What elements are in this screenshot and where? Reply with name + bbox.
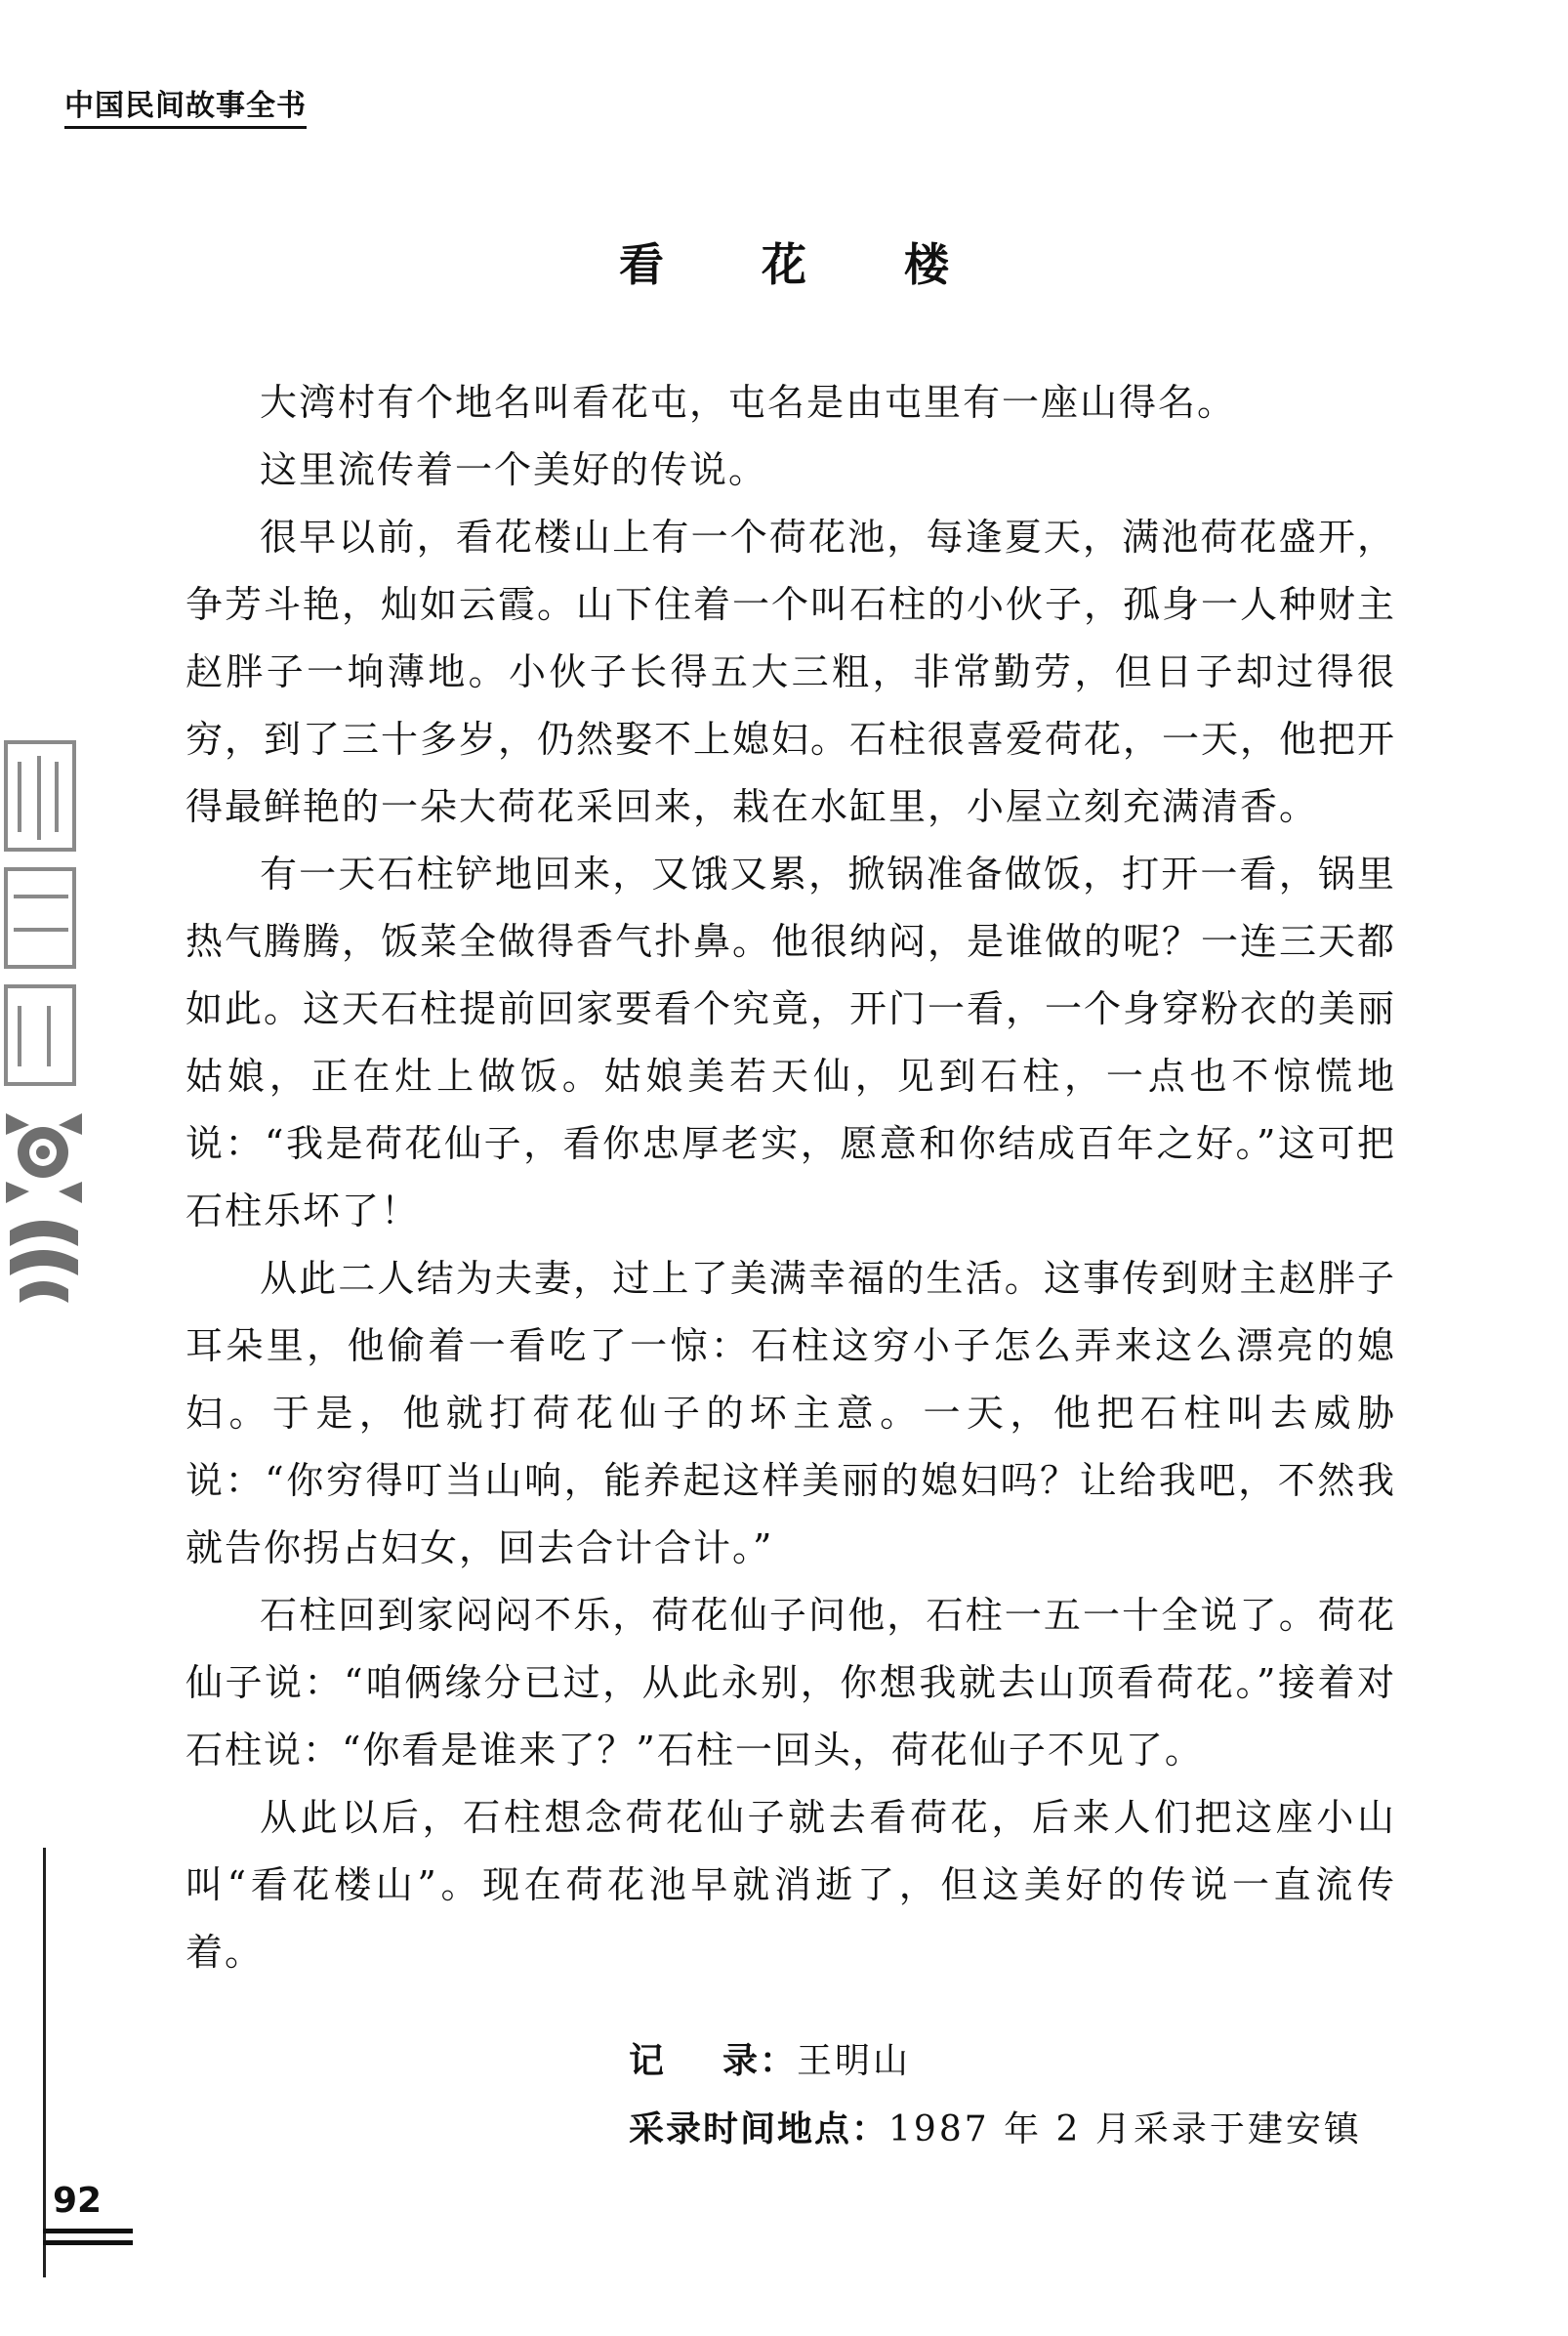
page-rule-bottom <box>43 2240 133 2245</box>
page-rule-top <box>43 2229 133 2233</box>
series-title: 中国民间故事全书 <box>64 90 307 129</box>
story-title: 看 花 楼 <box>618 238 991 291</box>
margin-rule <box>43 1848 46 2277</box>
story-body <box>186 369 1396 1986</box>
time-place-label: 采录时间地点： <box>629 2109 889 2149</box>
paragraph-4: 有一天石柱铲地回来，又饿又累，掀锅准备做饭，打开一看，锅里热气腾腾，饭菜全做得香气扑鼻。他很纳闷，是谁做的呢？一连三天都如此。这天石柱提前回家要看个究竟，开门一看，一个身穿粉衣的美丽姑娘，正在灶上做饭。姑娘美若天仙，见到石柱，一点也不惊慌地说：“我是荷花仙子，看你忠厚老实，愿意和你结成百年之好。”这可把石柱乐坏了！ <box>186 853 1397 1232</box>
paragraph-7: 从此以后，石柱想念荷花仙子就去看荷花，后来人们把这座小山叫“看花楼山”。现在荷花池早就消逝了，但这美好的传说一直流传着。 <box>186 1796 1396 1974</box>
credits <box>629 2027 1362 2164</box>
paragraph-2: 这里流传着一个美好的传说。 <box>260 448 768 491</box>
paragraph-6: 石柱回到家闷闷不乐，荷花仙子问他，石柱一五一十全说了。荷花仙子说：“咱俩缘分已过，从此永别，你想我就去山顶看荷花。”接着对石柱说：“你看是谁来了？”石柱一回头，荷花仙子不见了。 <box>186 1594 1396 1772</box>
recorder-row <box>629 2027 1362 2096</box>
paragraph-1: 大湾村有个地名叫看花屯，屯名是由屯里有一座山得名。 <box>260 381 1237 424</box>
paragraph-5: 从此二人结为夫妻，过上了美满幸福的生活。这事传到财主赵胖子耳朵里，他偷着一看吃了一惊：石柱这穷小子怎么弄来这么漂亮的媳妇。于是，他就打荷花仙子的坏主意。一天，他把石柱叫去威胁说：“你穷得叮当山响，能养起这样美丽的媳妇吗？让给我吧，不然我就告你拐占妇女，回去合计合计。” <box>186 1257 1396 1569</box>
recorder-label: 记录： <box>629 2041 798 2081</box>
recorder-name: 王明山 <box>797 2041 912 2081</box>
time-place-value: 1987 年 2 月采录于建安镇 <box>888 2109 1362 2149</box>
paragraph-3: 很早以前，看花楼山上有一个荷花池，每逢夏天，满池荷花盛开，争芳斗艳，灿如云霞。山下住着一个叫石柱的小伙子，孤身一人种财主赵胖子一垧薄地。小伙子长得五大三粗，非常勤劳，但日子却过得很穷，到了三十多岁，仍然娶不上媳妇。石柱很喜爱荷花，一天，他把开得最鲜艳的一朵大荷花采回来，栽在水缸里，小屋立刻充满清香。 <box>186 516 1397 828</box>
page-number: 92 <box>53 2181 103 2221</box>
time-place-row <box>629 2096 1362 2164</box>
folk-heritage-project-emblem-icon <box>0 723 94 1328</box>
